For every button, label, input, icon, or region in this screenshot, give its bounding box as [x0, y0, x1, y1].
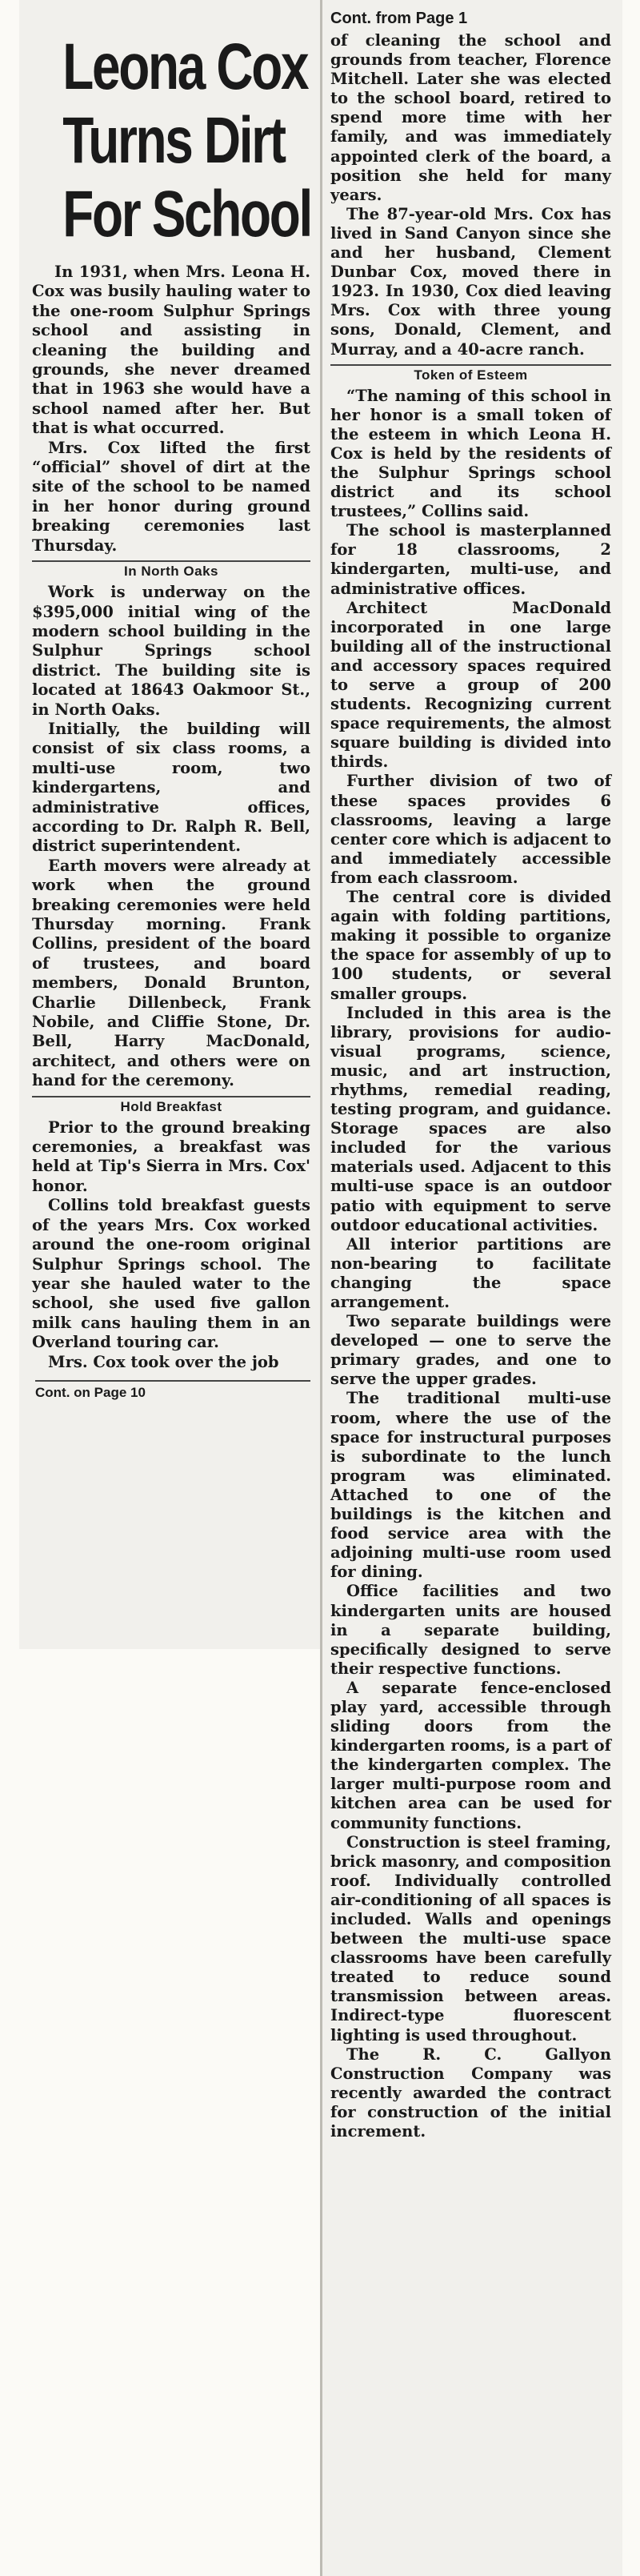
- headline-line: Turns Dirt: [62, 104, 285, 177]
- paragraph: The 87-year-old Mrs. Cox has lived in Sand Canyon since she and her husband, Clement Dunbar Cox, moved there in 1923. In 1930, Cox died leaving Mrs. Cox with three young sons, Donald, Clement, and Murray, and a 40-acre ranch.: [330, 204, 611, 359]
- headline-line: Leona Cox: [62, 30, 308, 103]
- left-column: [19, 0, 322, 1649]
- paragraph: Initially, the building will consist of six class rooms, a multi-use room, two kindergartens, and administrative offices, according to Dr. Ralph R. Bell, district superintendent.: [32, 719, 310, 856]
- paragraph: All interior partitions are non-bearing to facilitate changing the space arrangement.: [330, 1234, 611, 1311]
- paragraph: A separate fence-enclosed play yard, accessible through sliding doors from the kindergarten rooms, is a part of the kindergarten complex. The larger multi-purpose room and kitchen area can be used for community functions.: [330, 1678, 611, 1832]
- paragraph: Prior to the ground breaking ceremonies, a breakfast was held at Tip's Sierra in Mrs. Cox' honor.: [32, 1117, 310, 1195]
- paragraph: Two separate buildings were developed — one to serve the primary grades, and one to serve the upper grades.: [330, 1312, 611, 1389]
- paragraph: Work is underway on the $395,000 initial wing of the modern school building in the Sulphur Springs school district. The building site is located at 18643 Oakmoor St., in North Oaks.: [32, 583, 310, 719]
- paragraph: Collins told breakfast guests of the years Mrs. Cox worked around the one-room original Sulphur Springs school. The year she hauled water to the school, she used five gallon milk cans hauling them in an Overland touring car.: [32, 1196, 310, 1352]
- subhead: Token of Esteem: [330, 364, 611, 383]
- paragraph: Mrs. Cox lifted the first “official” shovel of dirt at the site of the school to be named in her honor during ground breaking ceremonies last Thursday.: [32, 438, 310, 555]
- subhead: Hold Breakfast: [32, 1096, 310, 1115]
- right-column: [320, 0, 622, 2576]
- paragraph: Earth movers were already at work when the ground breaking ceremonies were held Thursday morning. Frank Collins, president of the board of trustees, and board members, Donald Brunton, Charlie Dillenbeck, Frank Nobile, and Cliffie Stone, Dr. Bell, Harry MacDonald, architect, and others were on hand for the ceremony.: [32, 856, 310, 1090]
- continued-from-label: Cont. from Page 1: [330, 10, 468, 27]
- paragraph: “The naming of this school in her honor is a small token of the esteem in which Leona H. Cox is held by the residents of the Sulphur Springs school district and its school trustees,” Collins said.: [330, 386, 611, 521]
- continued-on-label: Cont. on Page 10: [35, 1380, 310, 1401]
- headline-line: For School: [62, 178, 311, 251]
- paragraph: Further division of two of these spaces provides 6 classrooms, leaving a large center core which is adjacent to and immediately accessible from each classroom.: [330, 772, 611, 887]
- paragraph: The school is masterplanned for 18 classrooms, 2 kindergarten, multi-use, and administrative offices.: [330, 521, 611, 598]
- paragraph: The traditional multi-use room, where the use of the space for instructural purposes is subordinate to the lunch program was eliminated. Attached to one of the buildings is the kitchen and food service area with the adjoining multi-use room used for dining.: [330, 1389, 611, 1582]
- paragraph: Office facilities and two kindergarten units are housed in a separate building, specifically designed to serve their respective functions.: [330, 1582, 611, 1678]
- paragraph: In 1931, when Mrs. Leona H. Cox was busily hauling water to the one-room Sulphur Springs school and assisting in cleaning the building and grounds, she never dreamed that in 1963 she would have a school named after her. But that is what occurred.: [32, 263, 310, 438]
- headline: [62, 30, 311, 251]
- paragraph: Mrs. Cox took over the job: [48, 1352, 279, 1371]
- paragraph: Construction is steel framing, brick masonry, and composition roof. Individually controlled air-conditioning of all spaces is included. Walls and openings between the multi-use space classrooms have been carefully treated to reduce sound transmission between areas. Indirect-type fluorescent lighting is used throughout.: [330, 1832, 611, 2044]
- paragraph: of cleaning the school and grounds from teacher, Florence Mitchell. Later she was elected to the school board, retired to spend more time with her family, and was immediately appointed clerk of the board, a position she held for many years.: [330, 31, 611, 204]
- paragraph: The central core is divided again with folding partitions, making it possible to organize the space for assembly of up to 100 students, or several smaller groups.: [330, 888, 611, 1003]
- paragraph: The R. C. Gallyon Construction Company was recently awarded the contract for construction of the initial increment.: [330, 2044, 611, 2141]
- paragraph: Architect MacDonald incorporated in one large building all of the instructional and accessory spaces required to serve a group of 200 students. Recognizing current space requirements, the almost square building is divided into thirds.: [330, 598, 611, 772]
- subhead: In North Oaks: [32, 560, 310, 580]
- paragraph: Included in this area is the library, provisions for audio-visual programs, science, music, and art instruction, rhythms, remedial reading, testing program, and guidance. Storage spaces are also included for the various materials used. Adjacent to this multi-use space is an outdoor patio with equipment to serve outdoor educational activities.: [330, 1003, 611, 1234]
